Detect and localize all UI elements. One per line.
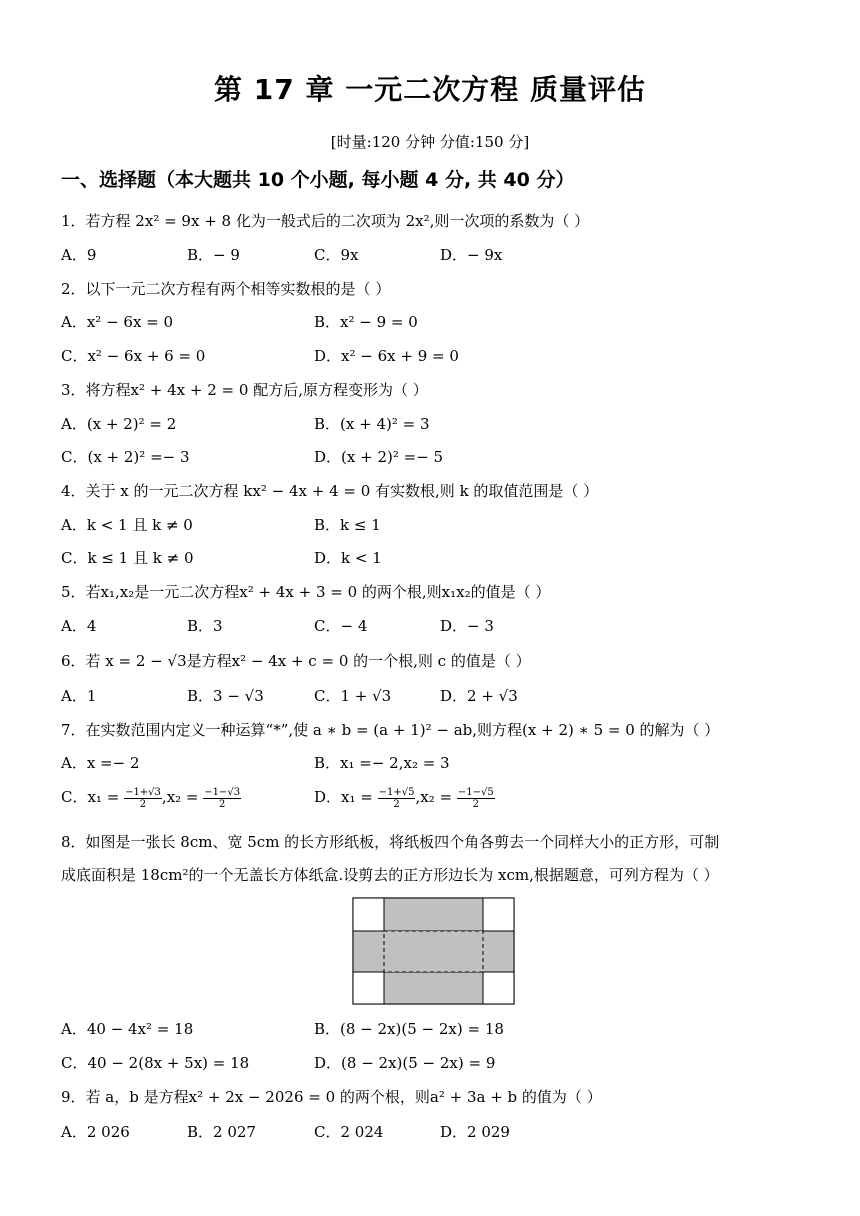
- question-8-option-d: D．(8 − 2x)(5 − 2x) = 9: [314, 1054, 496, 1072]
- question-4-option-d: D．k < 1: [314, 549, 382, 567]
- question-3-option-c: C．(x + 2)² =− 3: [61, 448, 190, 466]
- section-heading: 一、选择题（本大题共 10 个小题, 每小题 4 分, 共 40 分）: [61, 169, 575, 191]
- fraction-denominator: 2: [393, 798, 400, 810]
- question-3-stem: 3．将方程x² + 4x + 2 = 0 配方后,原方程变形为（ ）: [61, 381, 428, 399]
- fraction-numerator: −1−√3: [204, 786, 241, 798]
- fraction: [124, 787, 162, 810]
- question-9-stem: 9．若 a，b 是方程x² + 2x − 2026 = 0 的两个根，则a² + 3a + b 的值为（ ）: [61, 1088, 602, 1106]
- question-7-option-b: B．x₁ =− 2,x₂ = 3: [314, 754, 450, 772]
- question-2-option-d: D．x² − 6x + 9 = 0: [314, 347, 459, 365]
- fraction-numerator: −1+√5: [378, 786, 415, 798]
- exam-meta: [时量:120 分钟 分值:150 分]: [330, 133, 530, 151]
- question-1-option-d: D．− 9x: [440, 246, 503, 264]
- question-9-option-d: D．2 029: [440, 1123, 510, 1141]
- question-4-option-b: B．k ≤ 1: [314, 516, 381, 534]
- fraction-numerator: −1−√5: [457, 786, 494, 798]
- question-4-option-c: C．k ≤ 1 且 k ≠ 0: [61, 549, 194, 567]
- fraction: [378, 787, 416, 810]
- question-6-option-b: B．3 − √3: [187, 687, 264, 705]
- question-1-option-a: A．9: [61, 246, 97, 264]
- question-3-option-d: D．(x + 2)² =− 5: [314, 448, 444, 466]
- question-8-stem-line-2: 成底面积是 18cm²的一个无盖长方体纸盒.设剪去的正方形边长为 xcm,根据题意，可列方程为（ ）: [61, 866, 719, 884]
- question-3-option-b: B．(x + 4)² = 3: [314, 415, 430, 433]
- question-8-option-b: B．(8 − 2x)(5 − 2x) = 18: [314, 1020, 504, 1038]
- question-2-option-c: C．x² − 6x + 6 = 0: [61, 347, 206, 365]
- cardboard-base: [384, 931, 483, 972]
- question-5-stem: 5．若x₁,x₂是一元二次方程x² + 4x + 3 = 0 的两个根,则x₁x₂的值是（ ）: [61, 583, 551, 601]
- question-2-option-a: A．x² − 6x = 0: [61, 313, 174, 331]
- question-8-option-a: A．40 − 4x² = 18: [61, 1020, 194, 1038]
- question-7-option-a: A．x =− 2: [61, 754, 140, 772]
- question-6-option-d: D．2 + √3: [440, 687, 518, 705]
- question-6-option-c: C．1 + √3: [314, 687, 392, 705]
- question-9-option-a: A．2 026: [61, 1123, 130, 1141]
- question-5-option-b: B．3: [187, 617, 223, 635]
- option-prefix: C．x₁ =: [61, 788, 125, 806]
- question-1-option-c: C．9x: [314, 246, 359, 264]
- option-prefix: D．x₁ =: [314, 788, 378, 806]
- fraction: [203, 787, 241, 810]
- page-title: 第 17 章 一元二次方程 质量评估: [214, 73, 646, 106]
- fraction: [457, 787, 495, 810]
- question-9-option-b: B．2 027: [187, 1123, 256, 1141]
- fraction-numerator: −1+√3: [125, 786, 161, 798]
- question-7-option-c: [61, 786, 241, 810]
- cut-corner-bottom-right: [483, 972, 514, 1004]
- question-2-option-b: B．x² − 9 = 0: [314, 313, 418, 331]
- cut-corner-top-left: [353, 898, 384, 931]
- question-6-option-a: A．1: [61, 687, 97, 705]
- question-4-option-a: A．k < 1 且 k ≠ 0: [61, 516, 193, 534]
- question-7-stem: 7．在实数范围内定义一种运算“*”,使 a ∗ b = (a + 1)² − ab,则方程(x + 2) ∗ 5 = 0 的解为（ ）: [61, 721, 720, 739]
- question-5-option-c: C．− 4: [314, 617, 368, 635]
- option-separator: ,x₂ =: [161, 788, 204, 806]
- fraction-denominator: 2: [472, 798, 479, 810]
- question-9-option-c: C．2 024: [314, 1123, 384, 1141]
- question-1-stem: 1．若方程 2x² = 9x + 8 化为一般式后的二次项为 2x²,则一次项的系数为（ ）: [61, 212, 590, 230]
- fraction-denominator: 2: [139, 798, 147, 810]
- question-8-stem-line-1: 8．如图是一张长 8cm、宽 5cm 的长方形纸板，将纸板四个角各剪去一个同样大小的正方形，可制: [61, 833, 720, 851]
- question-7-option-d: [314, 786, 495, 810]
- cut-corner-bottom-left: [353, 972, 384, 1004]
- question-8-option-c: C．40 − 2(8x + 5x) = 18: [61, 1054, 250, 1072]
- question-2-stem: 2．以下一元二次方程有两个相等实数根的是（ ）: [61, 280, 391, 298]
- question-4-stem: 4．关于 x 的一元二次方程 kx² − 4x + 4 = 0 有实数根,则 k 的取值范围是（ ）: [61, 482, 599, 500]
- cut-corner-top-right: [483, 898, 514, 931]
- option-separator: ,x₂ =: [415, 788, 457, 806]
- question-5-option-a: A．4: [61, 617, 97, 635]
- question-5-option-d: D．− 3: [440, 617, 494, 635]
- question-6-stem: 6．若 x = 2 − √3是方程x² − 4x + c = 0 的一个根,则 c 的值是（ ）: [61, 652, 531, 670]
- question-1-option-b: B．− 9: [187, 246, 240, 264]
- question-3-option-a: A．(x + 2)² = 2: [61, 415, 177, 433]
- fraction-denominator: 2: [219, 798, 226, 810]
- cardboard-box-diagram: [352, 897, 516, 1007]
